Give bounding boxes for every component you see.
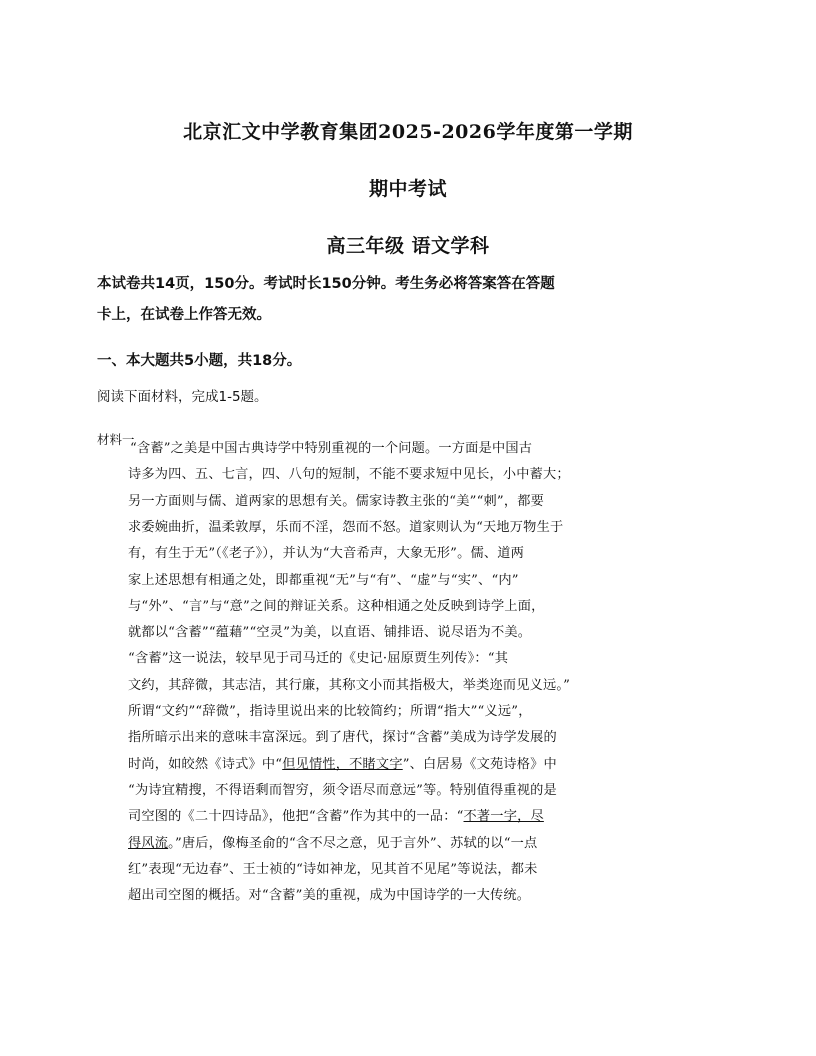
passage-line: 所谓“文约”“辞微”，指诗里说出来的比较简约；所谓“指大”“义远”， [128,704,532,719]
material-label: 材料一 [97,432,135,447]
passage-line [128,835,590,853]
section-instruction: 阅读下面材料，完成1-5题。 [97,389,268,405]
passage-line: 文约，其辞微，其志洁，其行廉，其称文小而其指极大，举类迩而见义远。” [128,677,571,693]
passage-line: 另一方面则与儒、道两家的思想有关。儒家诗教主张的“美”“刺”，都要 [128,493,545,509]
passage-line: 指所暗示出来的意味丰富深远。到了唐代，探讨“含蓄”美成为诗学发展的 [128,730,557,746]
passage-line [128,808,590,826]
passage-line: “含蓄”这一说法，较早见于司马迁的《史记·屈原贾生列传》：“其 [128,651,509,667]
passage-line: 家上述思想有相通之处，即都重视“无”与“有”、“虚”与“实”、“内” [128,572,519,588]
passage-text: 时尚，如皎然《诗式》中“ [128,756,283,772]
exam-instructions-line-1: 本试卷共14页，150分。考试时长150分钟。考生务必将答案答在答题 [97,276,555,292]
passage-line: 与“外”、“言”与“意”之间的辩证关系。这种相通之处反映到诗学上面， [128,598,545,614]
passage-text: 司空图的《二十四诗品》，他把“含蓄”作为其中的一品：“ [128,809,464,825]
passage-text: 。”唐后，像梅圣俞的“含不尽之意，见于言外”、苏轼的以“一点 [168,835,538,851]
passage-line: 求委婉曲折，温柔敦厚，乐而不淫，怨而不怒。道家则认为“天地万物生于 [128,519,564,535]
exam-title: 北京汇文中学教育集团2025-2026学年度第一学期 [183,121,633,143]
exam-grade-subject: 高三年级 语文学科 [326,235,490,257]
underlined-quote: 但见情性，不睹文字 [282,756,403,772]
passage-line: 有，有生于无”（《老子》），并认为“大音希声，大象无形”。儒、道两 [128,546,525,562]
passage-line: 诗多为四、五、七言，四、八句的短制，不能不要求短中见长，小中蓄大； [128,467,570,483]
passage-line: “含蓄”之美是中国古典诗学中特别重视的一个问题。一方面是中国古 [130,441,533,456]
passage-line: “为诗宜精搜，不得语剩而智穷，须令语尽而意远”等。特别值得重视的是 [128,782,557,798]
passage-line: 就都以“含蓄”“蕴藉”“空灵”为美，以直语、铺排语、说尽语为不美。 [128,625,532,641]
passage-line: 红”表现“无边春”、王士祯的“诗如神龙，见其首不见尾”等说法，都未 [128,861,538,877]
passage-text: ”、白居易《文苑诗格》中 [402,756,557,772]
passage-line [128,756,590,774]
exam-instructions-line-2: 卡上，在试卷上作答无效。 [97,307,271,323]
exam-subtitle: 期中考试 [368,178,447,200]
passage-line: 超出司空图的概括。对“含蓄”美的重视，成为中国诗学的一大传统。 [128,888,531,904]
underlined-quote: 不著一字，尽 [463,809,544,825]
underlined-quote: 得风流 [128,835,169,851]
section-heading: 一、本大题共5小题，共18分。 [97,353,302,369]
